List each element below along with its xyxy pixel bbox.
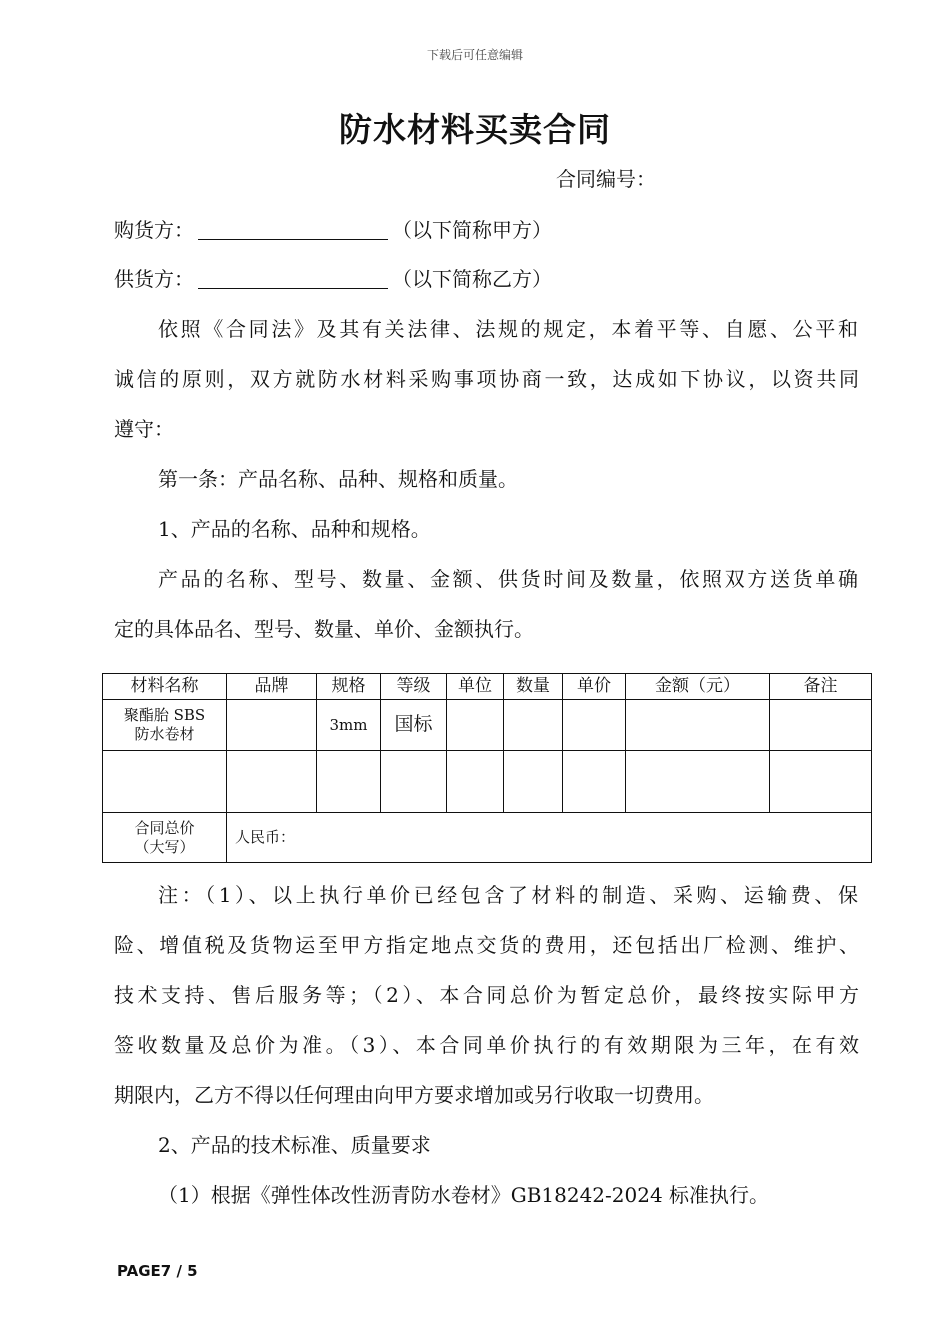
item-1-heading: 1、产品的名称、品种和规格。 [158,517,431,541]
seller-suffix: （以下简称乙方） [392,267,552,291]
page-number: PAGE7 / 5 [117,1262,198,1280]
document-title: 防水材料买卖合同 [339,110,611,149]
intro-line-2: 诚信的原则，双方就防水材料采购事项协商一致，达成如下协议，以资共同 [114,367,859,391]
cell-qty [504,700,563,751]
seller-label: 供货方： [114,267,194,291]
seller-line [114,263,552,292]
col-header-brand: 品牌 [227,674,317,700]
col-header-amount: 金额（元） [626,674,770,700]
contract-number-label: 合同编号： [556,167,656,191]
empty-cell [504,751,563,813]
empty-cell [381,751,447,813]
total-label-line-1: 合同总价 [134,818,195,837]
cell-material-name [103,700,227,751]
table-row-empty [103,751,872,813]
buyer-label: 购货方： [114,218,194,242]
empty-cell [563,751,626,813]
table-header-row [103,674,872,700]
intro-line-3: 遵守： [114,417,174,441]
empty-cell [227,751,317,813]
goods-table [102,673,872,863]
cell-grade: 国标 [381,700,447,751]
col-header-grade: 等级 [381,674,447,700]
col-header-unit: 单位 [447,674,504,700]
table-row [103,700,872,751]
product-line-2: 定的具体品名、型号、数量、单价、金额执行。 [114,617,534,641]
seller-blank [198,268,388,289]
col-header-remark: 备注 [770,674,872,700]
empty-cell [317,751,381,813]
material-name-line-2: 防水卷材 [134,725,195,743]
note-line-1: 注：（1）、以上执行单价已经包含了材料的制造、采购、运输费、保 [158,883,858,907]
cell-amount [626,700,770,751]
empty-cell [447,751,504,813]
cell-unit [447,700,504,751]
col-header-price: 单价 [563,674,626,700]
material-name-line-1: 聚酯胎 SBS [123,706,206,725]
table-total-row [103,813,872,863]
cell-spec: 3mm [317,700,381,751]
note-line-4: 签收数量及总价为准。（3）、本合同单价执行的有效期限为三年，在有效 [114,1033,859,1057]
item-2-heading: 2、产品的技术标准、质量要求 [158,1133,431,1157]
product-line-1: 产品的名称、型号、数量、金额、供货时间及数量，依照双方送货单确 [158,567,858,591]
buyer-blank [198,219,388,240]
note-line-5: 期限内，乙方不得以任何理由向甲方要求增加或另行收取一切费用。 [114,1083,714,1107]
empty-cell [626,751,770,813]
cell-remark [770,700,872,751]
col-header-qty: 数量 [504,674,563,700]
item-2-1-text: （1）根据《弹性体改性沥青防水卷材》GB18242-2024 标准执行。 [158,1183,770,1207]
cell-brand [227,700,317,751]
cell-total-label [103,813,227,863]
article-1-heading: 第一条：产品名称、品种、规格和质量。 [158,467,518,491]
note-line-3: 技术支持、售后服务等；（2）、本合同总价为暂定总价，最终按实际甲方 [114,983,859,1007]
cell-price [563,700,626,751]
empty-cell [770,751,872,813]
buyer-line [114,214,552,243]
buyer-suffix: （以下简称甲方） [392,218,552,242]
intro-line-1: 依照《合同法》及其有关法律、法规的规定，本着平等、自愿、公平和 [158,317,858,341]
col-header-spec: 规格 [317,674,381,700]
empty-cell [103,751,227,813]
cell-total-value: 人民币： [227,813,872,863]
total-label-line-2: （大写） [134,837,195,856]
col-header-name: 材料名称 [103,674,227,700]
header-note: 下载后可任意编辑 [426,48,523,62]
note-line-2: 险、增值税及货物运至甲方指定地点交货的费用，还包括出厂检测、维护、 [114,933,859,957]
